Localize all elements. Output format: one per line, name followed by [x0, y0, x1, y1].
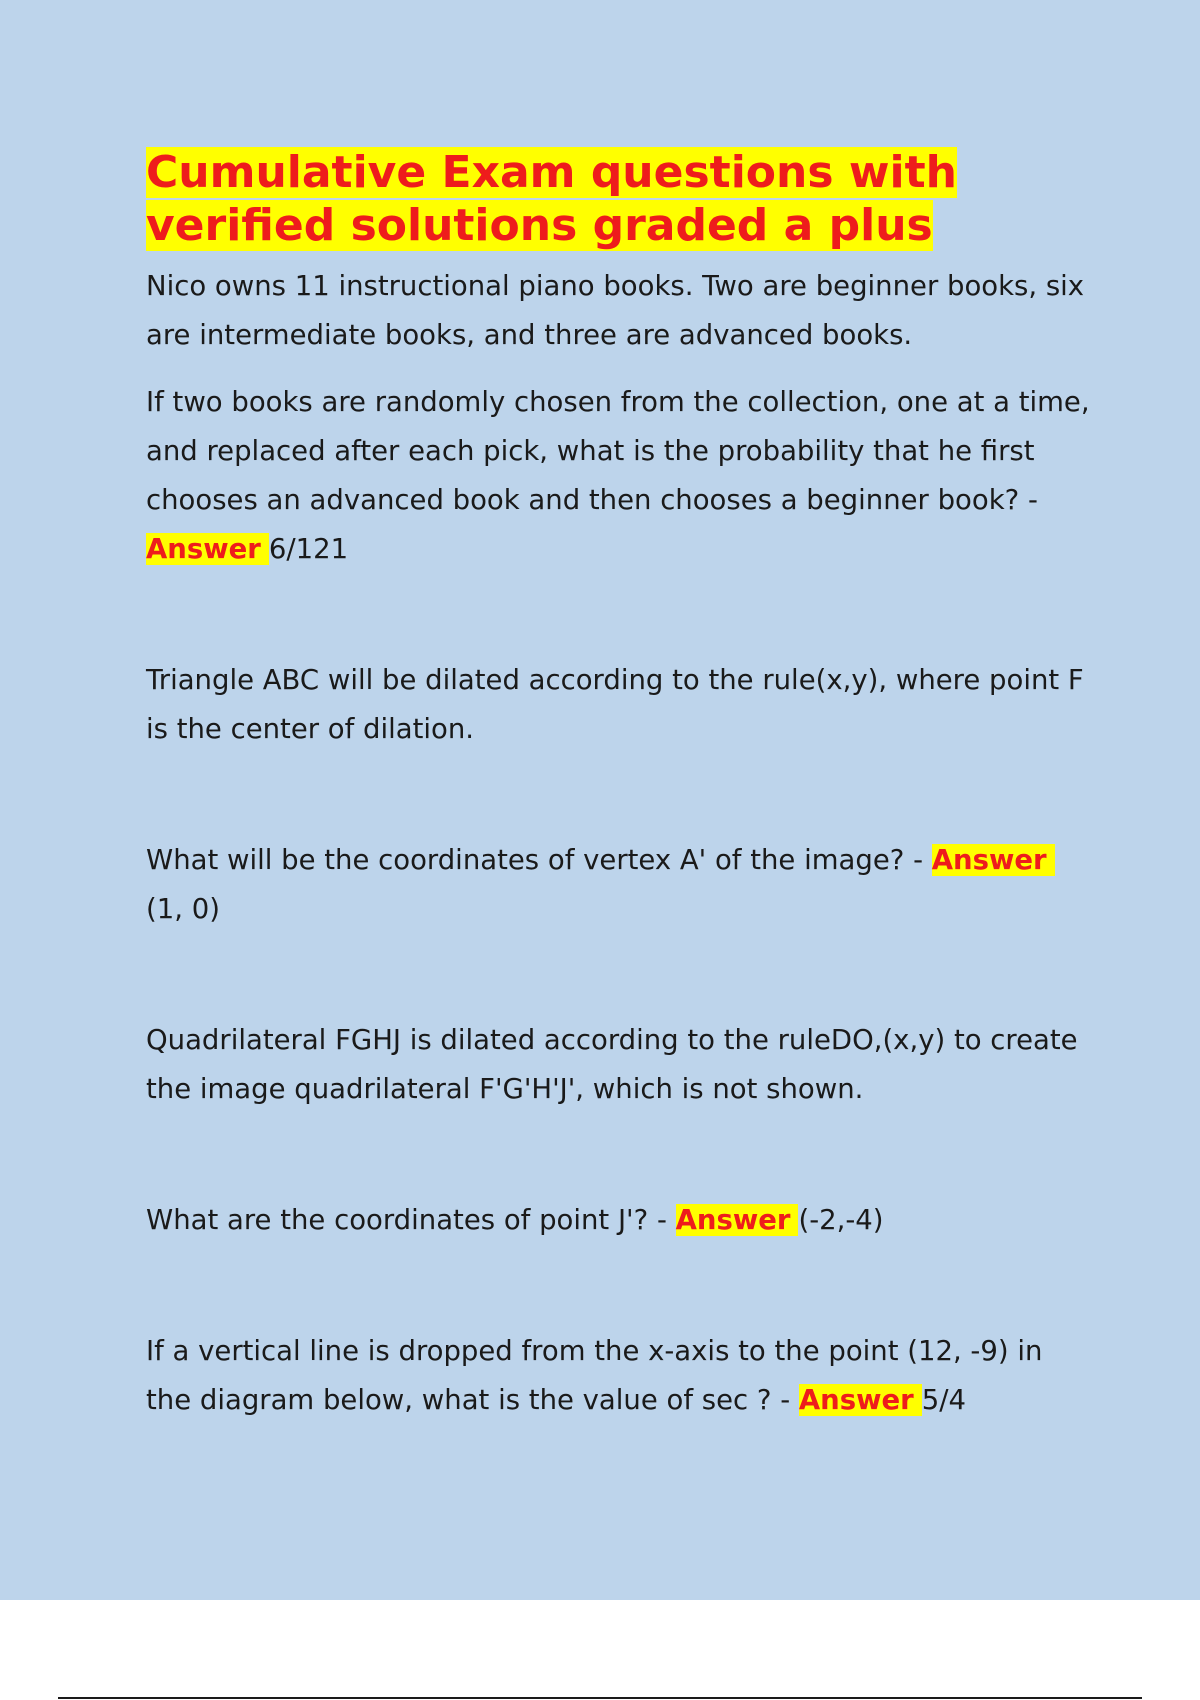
answer-value: (1, 0)	[146, 893, 220, 925]
title-line-1: Cumulative Exam questions with	[146, 147, 957, 198]
footer-divider	[58, 1697, 1142, 1699]
answer-label: Answer	[799, 1384, 922, 1416]
answer-value: 6/121	[268, 533, 349, 565]
paragraph-text: Quadrilateral FGHJ is dilated according to the ruleDO,(x,y) to create the image quadrilateral F'G'H'J', which is not shown.	[146, 1024, 1078, 1105]
answer-value: 5/4	[921, 1384, 966, 1416]
question-1	[146, 378, 1096, 574]
document-title	[146, 146, 1096, 252]
paragraph-text: If a vertical line is dropped from the x-axis to the point (12, -9) in the diagram below, what is the value of sec ? -	[146, 1335, 1043, 1416]
question-3-intro	[146, 1016, 1096, 1114]
paragraph-text: What will be the coordinates of vertex A' of the image? -	[146, 844, 932, 876]
question-1-intro	[146, 262, 1096, 360]
paragraph-text: What are the coordinates of point J'? -	[146, 1204, 676, 1236]
paragraph-text: Triangle ABC will be dilated according to the rule(x,y), where point F is the center of dilation.	[146, 664, 1084, 745]
question-2-intro	[146, 656, 1096, 754]
answer-value: (-2,-4)	[798, 1204, 884, 1236]
question-4	[146, 1327, 1096, 1425]
question-2	[146, 836, 1096, 934]
answer-label: Answer	[146, 533, 269, 565]
question-3	[146, 1196, 1096, 1245]
paragraph-text: If two books are randomly chosen from the collection, one at a time, and replaced after each pick, what is the probability that he first chooses an advanced book and then chooses a beginner book? -	[146, 386, 1090, 516]
answer-label: Answer	[676, 1204, 799, 1236]
document-content	[146, 146, 1096, 1425]
paragraph-text: Nico owns 11 instructional piano books. Two are beginner books, six are intermediate books, and three are advanced books.	[146, 270, 1085, 351]
title-line-2: verified solutions graded a plus	[146, 200, 933, 251]
answer-label: Answer	[932, 844, 1055, 876]
